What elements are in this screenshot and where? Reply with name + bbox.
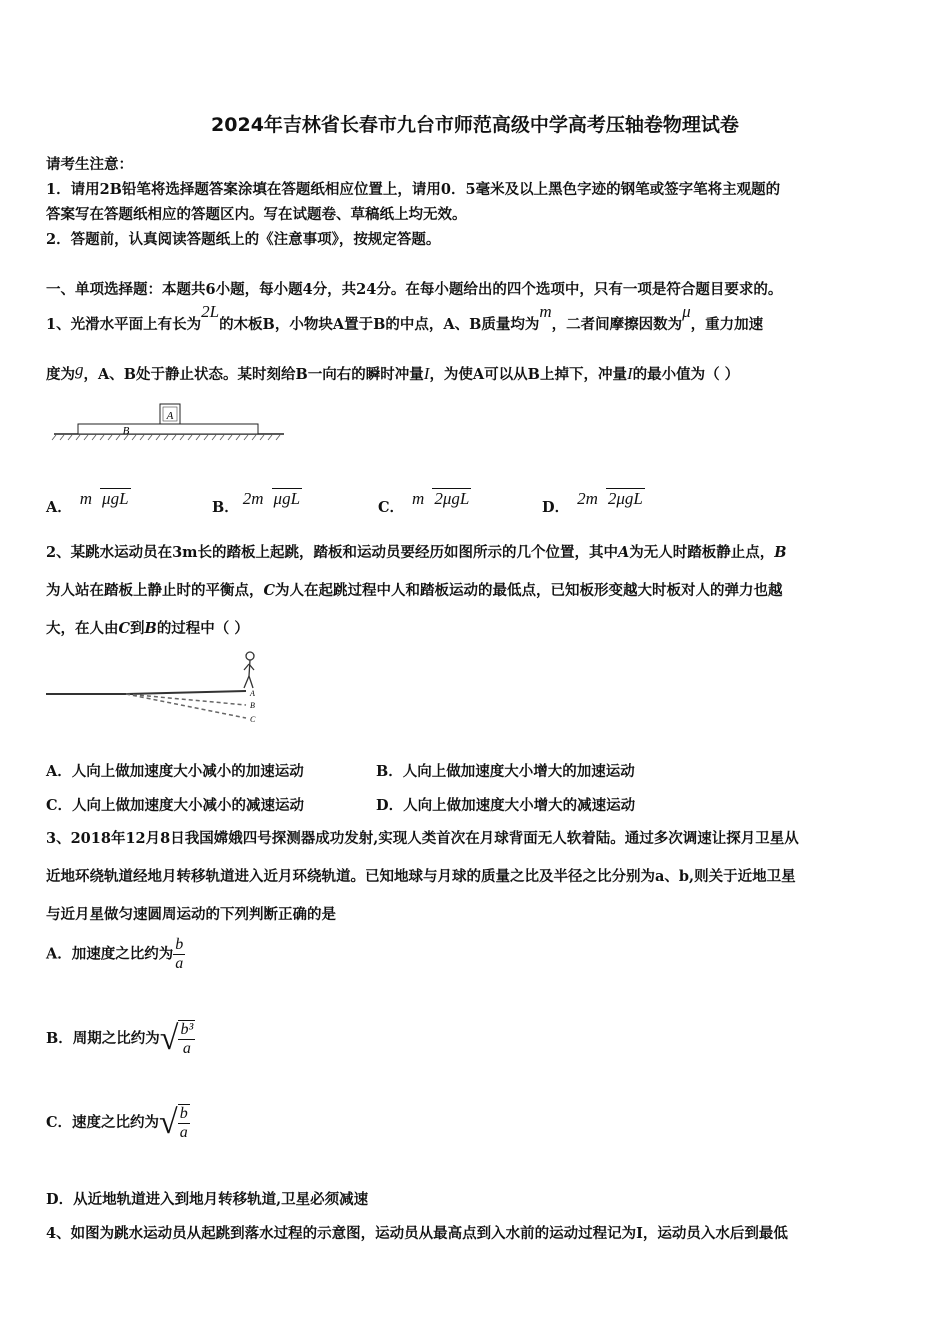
notice-line-3: 2．答题前，认真阅读答题纸上的《注意事项》，按规定答题。 bbox=[46, 231, 441, 248]
q2-option-b[interactable]: B．人向上做加速度大小增大的加速运动 bbox=[376, 763, 635, 780]
board-position-a bbox=[126, 691, 246, 694]
q1-line-1: 1、光滑水平面上有长为2L的木板B，小物块A置于B的中点，A、B质量均为m，二者间摩擦因数为μ，重力加速 bbox=[46, 302, 764, 333]
q1-line-2: 度为g，A、B处于静止状态。某时刻给B一向右的瞬时冲量I，为使A可以从B上掉下，冲量I的最小值为（ ） bbox=[46, 360, 740, 383]
q3-option-a[interactable]: A．加速度之比约为 $\frac{b}{a}$ bbox=[46, 936, 184, 972]
q3-option-c[interactable]: C．速度之比约为√ $\frac{b}{a}$ bbox=[46, 1104, 188, 1141]
q1-option-d[interactable]: D． 2m 2μgL bbox=[542, 489, 643, 516]
q2-option-a[interactable]: A．人向上做加速度大小减小的加速运动 bbox=[46, 763, 304, 780]
ground-hatching bbox=[52, 435, 280, 440]
q3-option-b[interactable]: B．周期之比约为√ $\frac{\text{b³}}{a}$ bbox=[46, 1020, 194, 1057]
q4-line-1: 4、如图为跳水运动员从起跳到落水过程的示意图，运动员从最高点到入水前的运动过程记为I，运动员入水后到最低 bbox=[46, 1225, 788, 1242]
fraction-b-over-a-sqrt: $\frac{b}{a}$ bbox=[179, 1105, 188, 1141]
label-c: C bbox=[250, 715, 256, 724]
sqrt-icon: √ bbox=[159, 1104, 178, 1141]
q3-option-d[interactable]: D．从近地轨道进入到地月转移轨道,卫星必须减速 bbox=[46, 1191, 369, 1208]
label-a: A bbox=[250, 689, 255, 698]
sqrt-icon: √ bbox=[159, 1020, 179, 1057]
board-b bbox=[78, 424, 258, 434]
q1-option-b[interactable]: B． 2m μgL bbox=[212, 489, 301, 516]
q2-line-1: 2、某跳水运动员在3m长的踏板上起跳，踏板和运动员要经历如图所示的几个位置，其中A为无人时踏板静止点，B bbox=[46, 544, 787, 561]
section-heading: 一、单项选择题：本题共6小题，每小题4分，共24分。在每小题给出的四个选项中，只有一项是符合题目要求的。 bbox=[46, 281, 783, 298]
q3-line-3: 与近月星做匀速圆周运动的下列判断正确的是 bbox=[46, 906, 336, 923]
page-title: 2024年吉林省长春市九台市师范高级中学高考压轴卷物理试卷 bbox=[211, 114, 739, 136]
q2-line-2: 为人站在踏板上静止时的平衡点，C为人在起跳过程中人和踏板运动的最低点，已知板形变越大时板对人的弹力也越 bbox=[46, 582, 783, 599]
board-position-c bbox=[126, 694, 246, 718]
board-position-b bbox=[126, 694, 246, 705]
fraction-b3-over-a: $\frac{\text{b³}}{a}$ bbox=[180, 1021, 194, 1057]
label-a: A bbox=[166, 410, 174, 422]
notice-heading: 请考生注意： bbox=[46, 156, 133, 173]
q1-option-a[interactable]: A． m μgL bbox=[46, 489, 129, 516]
fraction-b-over-a: $\frac{b}{a}$ bbox=[175, 936, 184, 972]
q2-line-3: 大，在人由C到B的过程中（ ） bbox=[46, 620, 249, 637]
q3-line-2: 近地环绕轨道经地月转移轨道进入近月环绕轨道。已知地球与月球的质量之比及半径之比分别为a、b,则关于近地卫星 bbox=[46, 868, 796, 885]
q2-diving-board-figure bbox=[46, 646, 266, 728]
diver-figure bbox=[244, 652, 254, 688]
q2-option-c[interactable]: C．人向上做加速度大小减小的减速运动 bbox=[46, 797, 305, 814]
label-b: B bbox=[122, 425, 130, 437]
notice-line-2: 答案写在答题纸相应的答题区内。写在试题卷、草稿纸上均无效。 bbox=[46, 206, 467, 223]
q1-option-c[interactable]: C． m 2μgL bbox=[378, 489, 470, 516]
q3-line-1: 3、2018年12月8日我国嫦娥四号探测器成功发射,实现人类首次在月球背面无人软着陆。通过多次调速让探月卫星从 bbox=[46, 830, 799, 847]
q2-option-d[interactable]: D．人向上做加速度大小增大的减速运动 bbox=[376, 797, 636, 814]
notice-line-1: 1．请用2B铅笔将选择题答案涂填在答题纸相应位置上，请用0．5毫米及以上黑色字迹的钢笔或签字笔将主观题的 bbox=[46, 181, 781, 198]
label-b: B bbox=[250, 701, 255, 710]
q1-figure bbox=[48, 398, 288, 444]
